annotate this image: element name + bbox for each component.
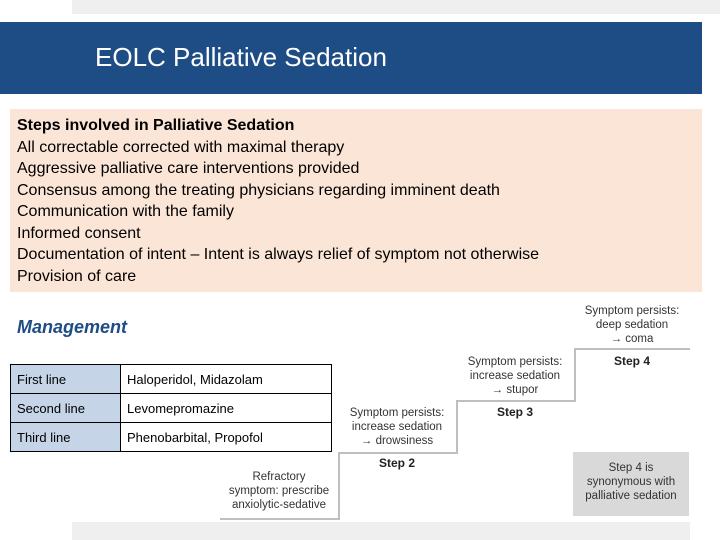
- step-2-text: Symptom persists: increase sedation → drowsiness: [349, 407, 445, 447]
- table-row: [11, 423, 332, 452]
- bottom-strip: [72, 522, 690, 540]
- row-line-label: Third line: [11, 423, 121, 452]
- row-drugs: Haloperidol, Midazolam: [121, 365, 332, 394]
- management-table: [10, 364, 332, 452]
- row-drugs: Phenobarbital, Propofol: [121, 423, 332, 452]
- steps-item-4: Communication with the family: [17, 203, 234, 220]
- top-strip: [72, 0, 720, 14]
- right-edge: [702, 14, 720, 540]
- table-row: [11, 365, 332, 394]
- steps-heading: Steps involved in Palliative Sedation: [17, 117, 295, 134]
- step-3-text: Symptom persists: increase sedation → stupor: [467, 356, 563, 396]
- step-4-text: Symptom persists: deep sedation → coma: [584, 305, 680, 345]
- steps-item-1: All correctable corrected with maximal therapy: [17, 139, 345, 156]
- slide-title: EOLC Palliative Sedation: [95, 42, 387, 72]
- row-drugs: Levomepromazine: [121, 394, 332, 423]
- step-2-label: Step 2: [378, 456, 415, 470]
- note-text: Step 4 is synonymous with palliative sedation: [585, 462, 677, 502]
- step-4-label: Step 4: [613, 354, 650, 368]
- management-title: Management: [17, 317, 128, 337]
- steps-item-6: Documentation of intent – Intent is always relief of symptom not otherwise: [17, 246, 540, 263]
- steps-item-5: Informed consent: [17, 225, 141, 242]
- stair-tread-4: [574, 348, 690, 350]
- step-1-text: Refractory symptom: prescribe anxiolytic-sedative: [228, 471, 330, 511]
- step-3-label: Step 3: [496, 405, 533, 419]
- steps-item-2: Aggressive palliative care interventions provided: [17, 160, 360, 177]
- stair-tread-2: [338, 452, 456, 454]
- stair-tread-3: [456, 400, 574, 402]
- steps-item-3: Consensus among the treating physicians regarding imminent death: [17, 182, 500, 199]
- row-line-label: First line: [11, 365, 121, 394]
- stair-tread-1: [220, 518, 338, 520]
- row-line-label: Second line: [11, 394, 121, 423]
- table-row: [11, 394, 332, 423]
- steps-item-7: Provision of care: [17, 268, 137, 285]
